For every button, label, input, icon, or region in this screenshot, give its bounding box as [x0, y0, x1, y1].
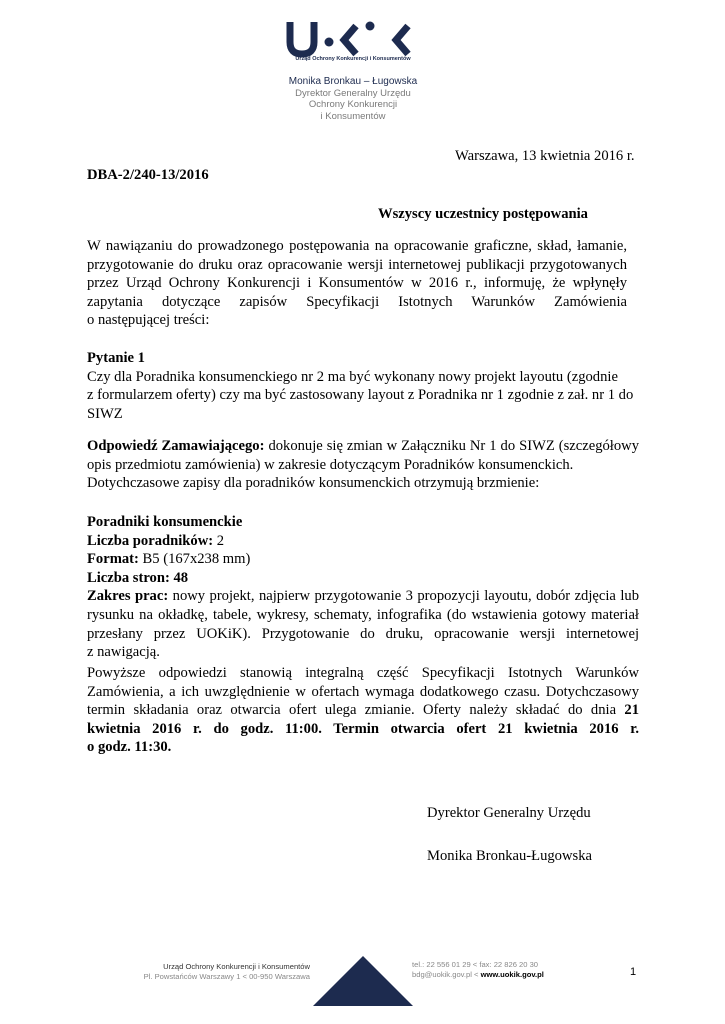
answer-line — [87, 437, 639, 456]
answer-line: opis przedmiotu zamówienia) w zakresie dotyczącym Poradników konsumenckich. — [87, 456, 574, 473]
question-title: Pytanie 1 — [87, 350, 145, 366]
director-title-line: Dyrektor Generalny Urzędu — [295, 87, 411, 99]
closing-line: Zamówienia, a ich uwzględnienie w ofertach wymaga dodatkowego czasu. Dotychczasowy — [87, 683, 639, 700]
letter-date: Warszawa, 13 kwietnia 2016 r. — [455, 148, 635, 164]
answer — [87, 437, 639, 493]
footer-email: bdg@uokik.gov.pl < — [412, 969, 481, 979]
guides-count-label: Liczba poradników: — [87, 532, 214, 549]
closing-line — [87, 701, 639, 720]
intro-line: przez Urząd Ochrony Konkurencji i Konsumentów w 2016 r., informuję, że wpłynęły — [87, 275, 627, 292]
page-number: 1 — [630, 966, 637, 978]
footer-website-link[interactable]: www.uokik.gov.pl — [480, 969, 544, 979]
recipient: Wszyscy uczestnicy postępowania — [378, 206, 588, 222]
footer-triangle-icon — [313, 956, 413, 1006]
guides-scope-text: nowy projekt, najpierw przygotowanie 3 propozycji layoutu, dobór zdjęcia lub — [168, 588, 639, 605]
guides-format-label: Format: — [87, 551, 139, 568]
answer-line: Dotychczasowe zapisy dla poradników konsumenckich otrzymują brzmienie: — [87, 475, 540, 492]
guides-scope — [87, 587, 639, 606]
closing-paragraph — [87, 664, 639, 757]
guides-spec — [87, 513, 639, 662]
closing-line: Powyższe odpowiedzi stanowią integralną część Specyfikacji Istotnych Warunków — [87, 665, 639, 681]
intro-line: W nawiązaniu do prowadzonego postępowania na opracowanie graficzne, skład, łamanie, — [87, 238, 627, 254]
guides-pages: Liczba stron: 48 — [87, 569, 189, 586]
guides-count-value: 2 — [213, 532, 225, 549]
guides-scope-line: rysunku na okładkę, tabele, wykresy, schematy, infografika (do wstawienia gotowy materiał — [87, 606, 639, 623]
guides-scope-label: Zakres prac: — [87, 588, 169, 605]
closing-bold-line: o godz. 11:30. — [87, 739, 172, 756]
signature-title: Dyrektor Generalny Urzędu — [427, 805, 591, 821]
question-1 — [87, 349, 639, 423]
footer-email-web — [412, 970, 544, 980]
question-line: Czy dla Poradnika konsumenckiego nr 2 ma być wykonany nowy projekt layoutu (zgodnie — [87, 368, 618, 385]
intro-line: o następującej treści: — [87, 312, 210, 329]
director-block — [250, 76, 456, 122]
director-name: Monika Bronkau – Ługowska — [288, 76, 418, 87]
intro-paragraph — [87, 237, 627, 330]
reference-number: DBA-2/240-13/2016 — [87, 167, 209, 183]
question-line: z formularzem oferty) czy ma być zastosowany layout z Poradnika nr 1 zgodnie z zał. nr 1 do — [87, 387, 634, 404]
closing-bold-line: kwietnia 2016 r. do godz. 11:00. Termin otwarcia ofert 21 kwietnia 2016 r. — [87, 720, 639, 737]
closing-line3-bold: 21 — [624, 702, 639, 719]
intro-line: zapytania dotyczące zapisów Specyfikacji Istotnych Warunków Zamówienia — [87, 293, 627, 310]
guides-scope-line: z nawigacją. — [87, 644, 160, 661]
intro-line: przygotowanie do druku oraz opracowanie wersji internetowej publikacji przygotowanych — [87, 256, 627, 273]
signature-name: Monika Bronkau-Ługowska — [427, 848, 592, 864]
footer-phone-fax: tel.: 22 556 01 29 < fax: 22 826 20 30 — [412, 960, 539, 969]
guides-title: Poradniki konsumenckie — [87, 514, 243, 530]
answer-label: Odpowiedź Zamawiającego: — [87, 438, 265, 454]
director-title-line: Ochrony Konkurencji — [308, 99, 398, 110]
guides-format-value: B5 (167x238 mm) — [138, 551, 251, 568]
question-line: SIWZ — [87, 405, 123, 422]
director-title-line: i Konsumentów — [320, 110, 386, 122]
footer-org-name: Urząd Ochrony Konkurencji i Konsumentów — [163, 962, 310, 971]
guides-format — [87, 550, 639, 569]
logo-caption: Urząd Ochrony Konkurencji i Konsumentów — [295, 56, 411, 62]
footer-contact — [412, 960, 544, 980]
footer-address — [120, 962, 310, 982]
guides-scope-line: przesłany przez UOKiK). Przygotowanie do druku, opracowanie wersji internetowej — [87, 625, 639, 642]
footer-street: Pl. Powstańców Warszawy 1 < 00-950 Warszawa — [143, 971, 310, 981]
guides-count — [87, 532, 639, 551]
closing-line3-text: termin składania oraz otwarcia ofert ulega zmianie. Oferty należy składać do dnia — [87, 702, 625, 719]
answer-line1-text: dokonuje się zmian w Załączniku Nr 1 do SIWZ (szczegółowy — [264, 438, 639, 454]
